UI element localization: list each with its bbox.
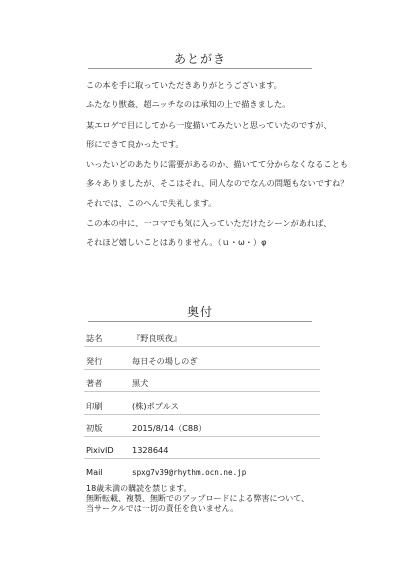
row-divider bbox=[84, 458, 320, 459]
afterword-title: あとがき bbox=[173, 52, 226, 66]
afterword-line: ふたなり獣姦、超ニッチなのは承知の上で描きました。 bbox=[86, 99, 291, 109]
afterword-line: いったいどのあたりに需要があるのか、描いてて分からなくなることも bbox=[86, 159, 349, 169]
note-line: 無断転載、複製、無断でのアップロードによる弊害について、 bbox=[86, 494, 310, 503]
afterword-title-rule bbox=[88, 68, 312, 69]
colophon-value: 毎日その場しのぎ bbox=[132, 356, 198, 366]
colophon-label: Mail bbox=[86, 467, 103, 477]
colophon-value: (株)ポプルス bbox=[132, 401, 179, 411]
colophon-label: 発行 bbox=[86, 356, 103, 366]
colophon-value: 『野良咲夜』 bbox=[132, 333, 182, 343]
colophon-title-rule bbox=[88, 321, 312, 322]
colophon-label: 印刷 bbox=[86, 401, 103, 411]
colophon-value: 2015/8/14（C88） bbox=[132, 423, 207, 433]
colophon-notes bbox=[86, 484, 309, 514]
colophon-value: 1328644 bbox=[132, 445, 169, 455]
afterword-line: それほど嬉しいことはありません。（ｕ・ω・）φ bbox=[86, 237, 267, 247]
row-divider bbox=[84, 391, 320, 392]
afterword-line: 多々ありましたが、そこはそれ、同人なのでなんの問題もないですね？ bbox=[86, 178, 349, 188]
row-divider bbox=[84, 436, 320, 437]
row-divider bbox=[84, 414, 320, 415]
colophon-row-first-edition bbox=[86, 423, 207, 434]
afterword-line: それでは、このへんで失礼します。 bbox=[86, 198, 217, 208]
afterword-line: この本を手に取っていただきありがとうございます。 bbox=[86, 80, 282, 90]
note-line: 18歳未満の購読を禁じます。 bbox=[86, 484, 192, 493]
colophon-label: PixivID bbox=[86, 445, 114, 455]
colophon-title: 奥付 bbox=[186, 305, 213, 319]
row-divider bbox=[84, 369, 320, 370]
colophon-row-printer bbox=[86, 401, 179, 412]
note-line: 当サークルでは一切の責任を負いません。 bbox=[86, 504, 239, 513]
colophon-label: 誌名 bbox=[86, 333, 103, 343]
afterword-line: 形にできて良かったです。 bbox=[86, 139, 184, 149]
colophon-label: 著者 bbox=[86, 378, 103, 388]
colophon-row-pixiv bbox=[86, 445, 168, 455]
afterword-line: この本の中に、一コマでも気に入っていただけたシーンがあれば、 bbox=[86, 218, 332, 228]
colophon-row-title bbox=[86, 333, 181, 344]
colophon-value: 黒犬 bbox=[132, 378, 149, 388]
colophon-label: 初版 bbox=[86, 423, 103, 433]
colophon-row-mail bbox=[86, 467, 246, 477]
colophon-row-author bbox=[86, 378, 148, 389]
afterword-line: 某エロゲで目にしてから一度描いてみたいと思っていたのですが、 bbox=[86, 120, 332, 130]
colophon-mail-value: spxg7v39@rhythm.ocn.ne.jp bbox=[132, 468, 247, 477]
row-divider bbox=[84, 346, 320, 347]
colophon-row-publisher bbox=[86, 356, 198, 367]
